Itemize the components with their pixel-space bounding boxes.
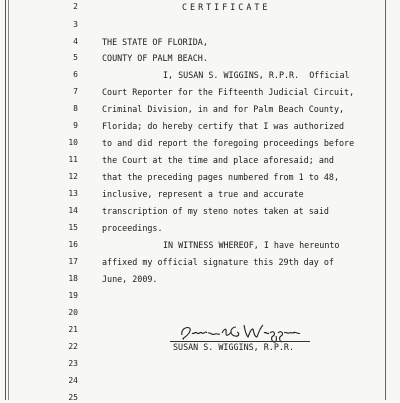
- body-line: Court Reporter for the Fifteenth Judicial Circuit,: [102, 87, 355, 97]
- body-line: Florida; do hereby certify that I was authorized: [102, 121, 345, 131]
- line-number: 9: [73, 121, 78, 130]
- line-number: 17: [68, 257, 78, 266]
- line-number: 25: [68, 393, 78, 402]
- left-margin-rule-inner: [8, 0, 9, 400]
- body-line: to and did report the foregoing proceedings before: [102, 138, 355, 148]
- line-number: 10: [68, 138, 78, 147]
- line-number: 12: [68, 172, 78, 181]
- body-line: that the preceding pages numbered from 1 to 48,: [102, 172, 339, 182]
- right-margin-rule: [385, 0, 386, 400]
- body-line: Criminal Division, in and for Palm Beach County,: [102, 104, 345, 114]
- body-line: affixed my official signature this 29th day of: [102, 257, 334, 267]
- line-number: 5: [73, 53, 78, 62]
- line-number: 3: [73, 20, 78, 29]
- left-margin-rule: [5, 0, 6, 400]
- body-line: the Court at the time and place aforesaid; and: [102, 155, 334, 165]
- signer-name: SUSAN S. WIGGINS, R.P.R.: [173, 342, 295, 352]
- line-number: 16: [68, 240, 78, 249]
- state-line: THE STATE OF FLORIDA,: [102, 37, 208, 47]
- line-number: 22: [68, 342, 78, 351]
- body-line: inclusive, represent a true and accurate: [102, 189, 304, 199]
- line-number: 15: [68, 223, 78, 232]
- line-number: 13: [68, 189, 78, 198]
- body-line: proceedings.: [102, 223, 163, 233]
- body-line: I, SUSAN S. WIGGINS, R.P.R. Official: [163, 70, 350, 80]
- line-number: 19: [68, 291, 78, 300]
- line-number: 24: [68, 376, 78, 385]
- line-number: 21: [68, 325, 78, 334]
- line-number: 23: [68, 359, 78, 368]
- date-line: June, 2009.: [102, 274, 158, 284]
- line-number: 18: [68, 274, 78, 283]
- signature-scribble: [178, 321, 306, 343]
- body-line: transcription of my steno notes taken at said: [102, 206, 329, 216]
- line-number: 6: [73, 70, 78, 79]
- line-number: 7: [73, 87, 78, 96]
- line-number: 8: [73, 104, 78, 113]
- line-number: 4: [73, 37, 78, 46]
- line-number: 2: [73, 2, 78, 11]
- line-number: 14: [68, 206, 78, 215]
- line-number: 20: [68, 308, 78, 317]
- county-line: COUNTY OF PALM BEACH.: [102, 53, 208, 63]
- certificate-title: CERTIFICATE: [182, 2, 271, 12]
- witness-line: IN WITNESS WHEREOF, I have hereunto: [163, 240, 340, 250]
- line-number: 11: [68, 155, 78, 164]
- handwritten-signature: [178, 321, 306, 343]
